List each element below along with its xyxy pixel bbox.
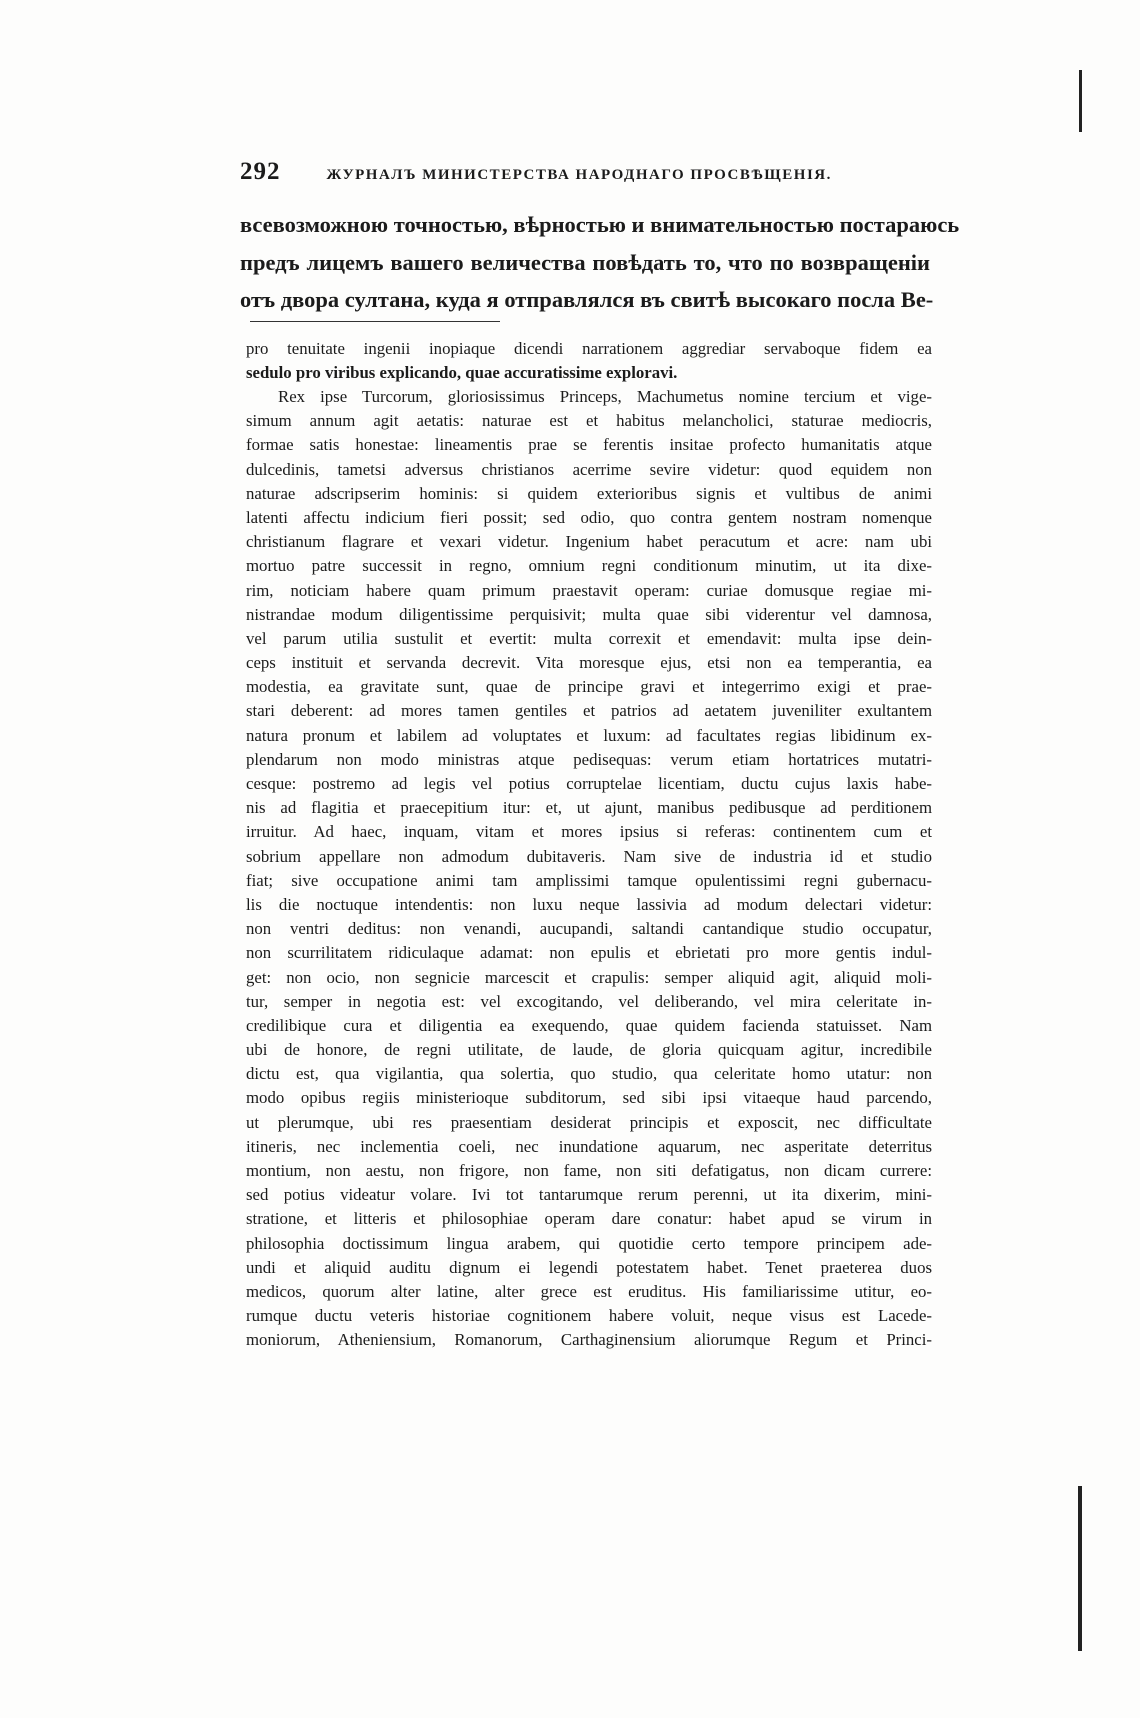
footnote-line: non ventri deditus: non venandi, aucupandi, saltandi cantandique studio occupatur, — [246, 919, 932, 939]
latin-footnote-body — [246, 385, 932, 1353]
running-head — [240, 158, 930, 186]
footnote-line: formae satis honestae: lineamentis prae se ferentis insitae profecto humanitatis atque — [246, 435, 932, 455]
footnote-line: fiat; sive occupatione animi tam amplissimi tamque opulentissimi regni gubernacu- — [246, 870, 932, 890]
footnote-line: stratione, et litteris et philosophiae operam dare conatur: habet apud se virum in — [246, 1209, 932, 1229]
text-line: всевозможною точностью, вѣрностью и внимательностью постараюсь — [240, 212, 960, 237]
footnote-line: modo opibus regiis ministerioque subditorum, sed sibi ipsi vitaeque haud parcendo, — [246, 1088, 932, 1108]
footnote-line: pro tenuitate ingenii inopiaque dicendi narrationem aggrediar servaboque fidem ea — [246, 339, 932, 358]
footnote-line: Rex ipse Turcorum, gloriosissimus Princeps, Machumetus nomine tercium et vige- — [278, 387, 932, 406]
footnote-line: mortuo patre successit in regno, omnium regni conditionum minutim, ut ita dixe- — [246, 556, 932, 576]
russian-text-block — [240, 206, 960, 319]
footnote-line: sedulo pro viribus explicando, quae accuratissime exploravi. — [246, 363, 678, 382]
footnote-line: vel parum utilia sustulit et evertit: multa correxit et emendavit: multa ipse dein- — [246, 628, 932, 648]
footnote-line: credilibique cura et diligentia ea exequendo, quae quidem facienda statuisset. Nam — [246, 1015, 932, 1035]
footnote-line: non scurrilitatem ridiculaque adamat: non epulis et ebrietati pro more gentis indul- — [246, 943, 932, 963]
footnote-line: sed potius videatur volare. Ivi tot tantarumque rerum perenni, ut ita dixerim, mini- — [246, 1185, 932, 1205]
footnote-line: get: non ocio, non segnicie marcescit et crapulis: semper aliquid agit, aliquid moli- — [246, 967, 932, 987]
footnote-line: simum annum agit aetatis: naturae est et habitus melancholici, staturae mediocris, — [246, 411, 932, 431]
footnote-line: tur, semper in negotia est: vel excogitando, vel deliberando, vel mira celeritate in- — [246, 991, 932, 1011]
footnote-line: modestia, ea gravitate sunt, quae de principe gravi et integerrimo exigi et prae- — [246, 677, 932, 697]
footnote-line: medicos, quorum alter latine, alter grece est eruditus. His familiarissime utitur, eo- — [246, 1281, 932, 1301]
footnote-line: nistrandae modum diligentissime perquisivit; multa quae sibi viderentur vel damnosa, — [246, 604, 932, 624]
footnote-line: cesque: postremo ad legis vel potius corruptelae licentiam, ductu cujus laxis habe- — [246, 774, 932, 793]
footnote-line: naturae adscripserim hominis: si quidem exterioribus signis et vultibus de animi — [246, 483, 932, 503]
footnote-line: natura pronum et labilem ad voluptates et luxum: ad facultates regias libidinum ex- — [246, 725, 932, 745]
footnote-intro — [246, 337, 932, 385]
footnote-line: undi et aliquid auditu dignum ei legendi potestatem habet. Tenet praeterea duos — [246, 1257, 932, 1277]
footnote-line: christianum flagrare et vexari videtur. Ingenium habet peracutum et acre: nam ubi — [246, 532, 932, 552]
footnote-line: irruitur. Ad haec, inquam, vitam et mores ipsius si referas: continentem cum et — [246, 822, 932, 842]
scan-edge-mark — [1079, 70, 1082, 132]
footnote-line: rumque ductu veteris historiae cognitionem habere voluit, neque visus est Lacede- — [246, 1306, 932, 1326]
footnote-line: plendarum non modo ministras atque pedisequas: verum etiam hortatrices mutatri- — [246, 749, 932, 769]
footnote-line: dulcedinis, tametsi adversus christianos acerrime sevire videtur: quod equidem non — [246, 459, 932, 479]
page-number: 292 — [240, 158, 281, 185]
footnote-line: moniorum, Atheniensium, Romanorum, Carthaginensium aliorumque Regum et Princi- — [246, 1330, 932, 1350]
footnote-line: philosophia doctissimum lingua arabem, qui quotidie certo tempore principem ade- — [246, 1233, 932, 1253]
footnote-divider — [250, 321, 500, 322]
footnote-line: ceps instituit et servanda decrevit. Vita moresque ejus, etsi non ea temperantia, ea — [246, 653, 932, 673]
footnote-line: dictu est, qua vigilantia, qua solertia, quo studio, qua celeritate homo utatur: non — [246, 1064, 932, 1084]
footnote-line: nis ad flagitia et praecepitium itur: et, ut ajunt, manibus pedibusque ad perditionem — [246, 798, 932, 818]
footnote-line: sobrium appellare non admodum dubitaveris. Nam sive de industria id et studio — [246, 846, 932, 866]
footnote-line: latenti affectu indicium fieri possit; sed odio, quo contra gentem nostram nomenque — [246, 507, 932, 527]
footnote-line: itineris, nec inclementia coeli, nec inundatione aquarum, nec asperitate deterritus — [246, 1136, 932, 1156]
footnote-line: ubi de honore, de regni utilitate, de laude, de gloria quicquam agitur, incredibile — [246, 1040, 932, 1060]
scan-edge-mark — [1078, 1486, 1082, 1651]
footnote-line: rim, noticiam habere quam primum praestavit operam: curiae domusque regiae mi- — [246, 580, 932, 600]
footnote-line: stari deberent: ad mores tamen gentiles et patrios ad aetatem juveniliter exultantem — [246, 701, 932, 721]
footnote-line: montium, non aestu, non frigore, non fame, non siti defatigatus, non dicam currere: — [246, 1161, 932, 1180]
text-line: предъ лицемъ вашего величества повѣдать то, что по возвращеніи — [240, 249, 930, 275]
footnote-line: ut plerumque, ubi res praesentiam desiderat principis et exposcit, nec difficultate — [246, 1112, 932, 1132]
journal-title: ЖУРНАЛЪ МИНИСТЕРСТВА НАРОДНАГО ПРОСВѢЩЕНІЯ. — [326, 167, 832, 183]
text-line: отъ двора султана, куда я отправлялся въ свитѣ высокаго посла Ве- — [240, 287, 934, 312]
footnote-line: lis die noctuque intendentis: non luxu neque lassivia ad modum delectari videtur: — [246, 894, 932, 914]
